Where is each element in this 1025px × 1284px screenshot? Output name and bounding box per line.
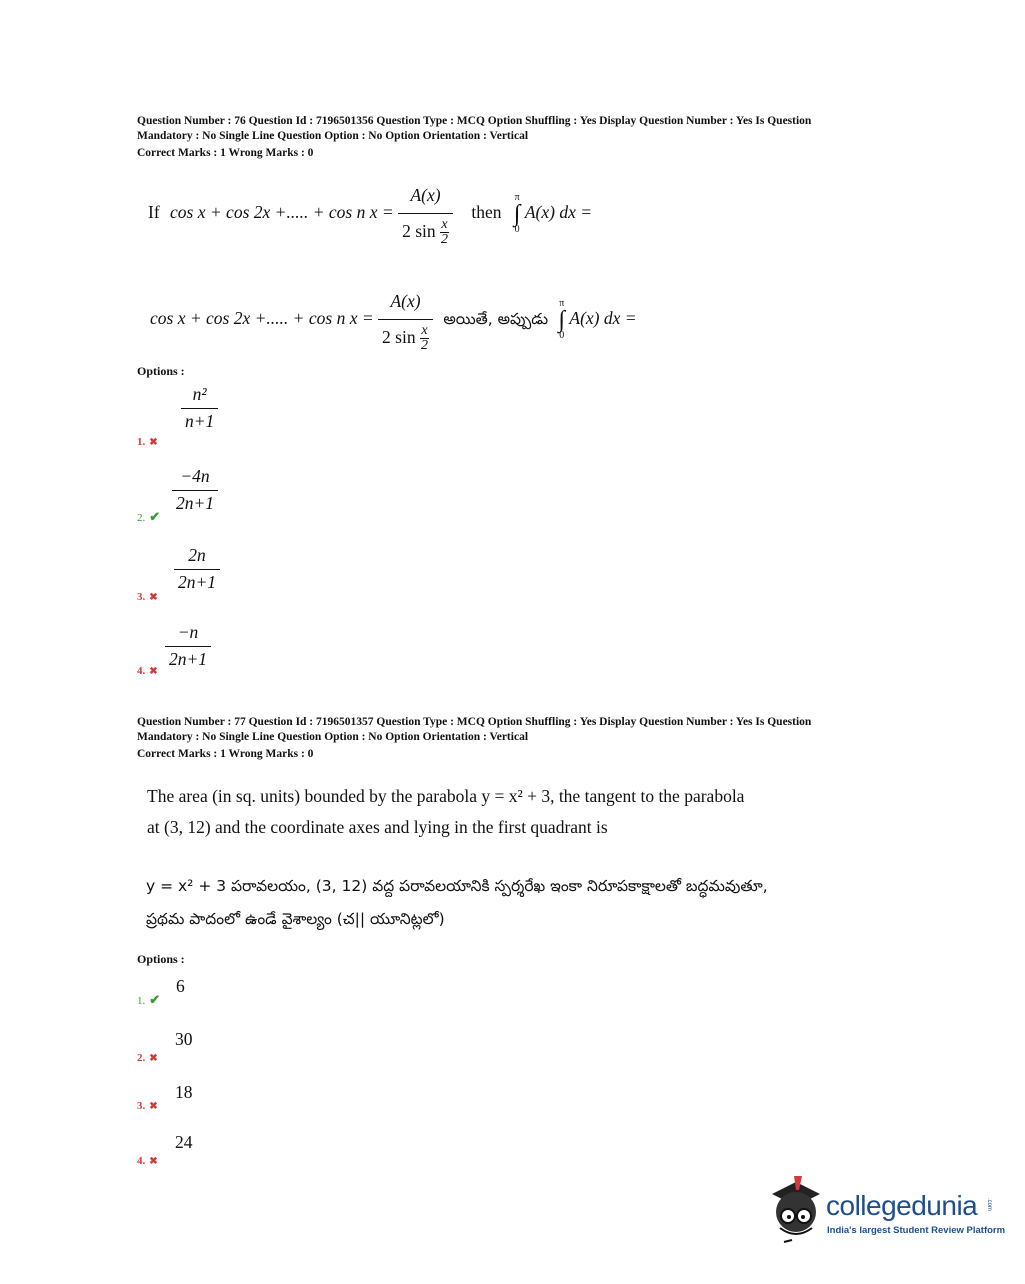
logo-name: collegedunia: [826, 1190, 978, 1221]
q77-option-1[interactable]: [137, 991, 160, 1009]
q76-te-integral: [558, 299, 565, 341]
q77-option-3-number: 3.: [137, 1100, 146, 1112]
q77-question-en: [147, 781, 847, 843]
cross-mark-icon: ✖: [149, 1101, 158, 1112]
q76-option-4-numerator: −n: [165, 622, 211, 647]
q76-option-4[interactable]: [137, 661, 158, 679]
q76-option-4-fraction: [165, 622, 211, 670]
q76-question-te: [150, 286, 637, 353]
integral-sign-icon: ∫: [513, 200, 521, 227]
q76-te-connector: అయితే, అప్పుడు: [443, 309, 549, 328]
q76-option-2-denominator: 2n+1: [176, 493, 215, 513]
q76-option-1-numerator: n²: [181, 384, 218, 409]
q77-meta: [137, 715, 877, 762]
cross-mark-icon: ✖: [149, 592, 158, 603]
cross-mark-icon: ✖: [149, 437, 158, 448]
q77-option-2-value: 30: [175, 1029, 193, 1049]
q76-option-3[interactable]: [137, 587, 158, 605]
q77-te-line2: ప్రథమ పాదంలో ఉండే వైశాల్యం (చ|| యూనిట్లలో): [146, 910, 445, 928]
q76-integral: [514, 193, 521, 235]
q76-meta-line1: Question Number : 76 Question Id : 7196501356 Question Type : MCQ Option Shuffling : Yes Display Question Number : Yes Is Question: [137, 115, 812, 127]
q76-option-2[interactable]: [137, 508, 160, 526]
q76-question-en: [148, 180, 592, 247]
q77-option-2-number: 2.: [137, 1052, 146, 1064]
q77-en-line2: at (3, 12) and the coordinate axes and lying in the first quadrant is: [147, 817, 608, 837]
cross-mark-icon: ✖: [149, 1053, 158, 1064]
q77-options-label: Options :: [137, 952, 185, 966]
q76-option-3-number: 3.: [137, 591, 146, 603]
collegedunia-logo[interactable]: [766, 1176, 1006, 1246]
q76-int-lower: 0: [514, 223, 520, 235]
q77-option-2[interactable]: [137, 1048, 158, 1066]
q77-meta-line3: Correct Marks : 1 Wrong Marks : 0: [137, 748, 314, 760]
q76-half-den: 2: [441, 232, 448, 248]
q76-option-2-number: 2.: [137, 512, 146, 524]
q77-option-3-value: 18: [175, 1082, 193, 1102]
q77-meta-line2: Mandatory : No Single Line Question Option : No Option Orientation : Vertical: [137, 730, 529, 743]
q76-half-num: x: [441, 217, 448, 233]
q76-option-2-fraction: [172, 466, 218, 514]
q76-te-fraction: [378, 286, 433, 353]
q76-if-word: If: [148, 201, 160, 222]
q76-te-int-upper: π: [559, 297, 565, 309]
q77-option-4-value: 24: [175, 1132, 193, 1152]
q76-option-1-number: 1.: [137, 436, 146, 448]
q77-option-4[interactable]: [137, 1151, 158, 1169]
cross-mark-icon: ✖: [149, 1156, 158, 1167]
cross-mark-icon: ✖: [149, 666, 158, 677]
check-mark-icon: ✔: [149, 992, 161, 1007]
q77-en-line1: The area (in sq. units) bounded by the parabola y = x² + 3, the tangent to the parabola: [147, 786, 745, 806]
q76-te-lhs: cos x + cos 2x +..... + cos n x =: [150, 307, 374, 328]
q76-meta: [137, 114, 877, 161]
q77-option-4-number: 4.: [137, 1155, 146, 1167]
q76-option-1-denominator: n+1: [185, 411, 215, 431]
q76-int-upper: π: [514, 191, 520, 203]
q76-option-3-denominator: 2n+1: [178, 572, 217, 592]
mascot-icon: [766, 1176, 824, 1246]
q77-meta-line1: Question Number : 77 Question Id : 7196501357 Question Type : MCQ Option Shuffling : Yes Display Question Number : Yes Is Question: [137, 716, 812, 728]
q76-option-1[interactable]: [137, 432, 158, 450]
q76-option-3-fraction: [174, 545, 220, 593]
q77-question-te: [146, 870, 866, 936]
q76-te-frac-denominator: 2 sin: [382, 327, 416, 347]
q76-meta-line3: Correct Marks : 1 Wrong Marks : 0: [137, 147, 314, 159]
q76-option-2-numerator: −4n: [172, 466, 218, 491]
q76-then-word: then: [471, 201, 502, 222]
q76-meta-line2: Mandatory : No Single Line Question Option : No Option Orientation : Vertical: [137, 129, 529, 142]
q76-te-int-lower: 0: [559, 329, 565, 341]
q77-option-1-number: 1.: [137, 995, 146, 1007]
integral-sign-icon: ∫: [558, 306, 566, 333]
q76-option-4-denominator: 2n+1: [169, 649, 208, 669]
check-mark-icon: ✔: [149, 509, 161, 524]
logo-suffix: .com: [986, 1198, 992, 1212]
q77-te-line1: y = x² + 3 పరావలయం, (3, 12) వద్ద పరావలయానికి స్పర్శరేఖ ఇంకా నిరూపకాక్షాలతో బద్ధమవుతూ,: [146, 877, 768, 895]
q77-option-1-value: 6: [176, 976, 185, 996]
q77-option-3[interactable]: [137, 1096, 158, 1114]
q76-lhs: cos x + cos 2x +..... + cos n x =: [170, 201, 394, 222]
q76-fraction: [398, 180, 453, 247]
q76-frac-denominator: 2 sin: [402, 221, 436, 241]
q76-te-half-den: 2: [420, 338, 428, 354]
q76-te-frac-numerator: A(x): [378, 286, 433, 320]
q76-option-4-number: 4.: [137, 665, 146, 677]
q76-option-3-numerator: 2n: [174, 545, 220, 570]
logo-tagline: India's largest Student Review Platform: [827, 1225, 1006, 1236]
q76-frac-numerator: A(x): [398, 180, 453, 214]
q76-te-integrand: A(x) dx =: [569, 307, 637, 328]
q76-te-half-num: x: [421, 323, 428, 339]
q76-options-label: Options :: [137, 364, 185, 378]
q76-integrand: A(x) dx =: [524, 201, 593, 222]
q76-option-1-fraction: [181, 384, 218, 432]
